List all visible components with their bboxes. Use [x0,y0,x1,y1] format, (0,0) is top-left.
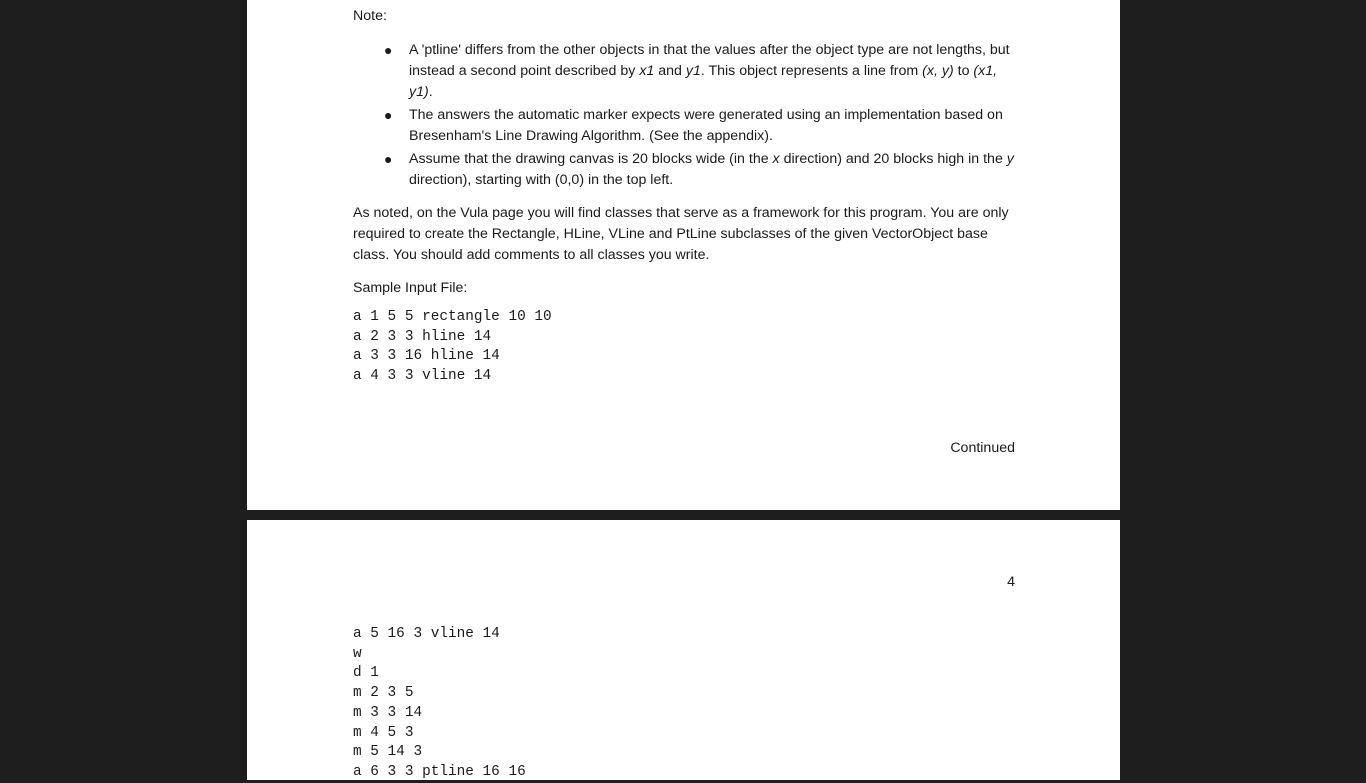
sample-input-label: Sample Input File: [353,280,468,296]
page-content [353,6,1017,387]
code-line: m 3 3 14 [353,704,423,721]
document-page-4 [247,520,1120,780]
bullet-icon: ● [384,151,393,167]
note-item-ptline: ● A 'ptline' differs from the other objects in that the values after the object type are not lengths, but instead a second point described by x1 and y1. This object represents a line from (x, y) to (x1, y1). [384,42,1010,100]
note-item-canvas: ● Assume that the drawing canvas is 20 blocks wide (in the x direction) and 20 blocks high in the y direction), starting with (0,0) in the top left. [384,151,1014,188]
note-label: Note: [353,8,387,24]
notes-list [353,40,1017,191]
framework-paragraph: As noted, on the Vula page you will find classes that serve as a framework for this program. You are only required to create the Rectangle, HLine, VLine and PtLine subclasses of the given VectorObject base class. You should add comments to all classes you write. [353,205,1009,263]
note-item-bresenham: ● The answers the automatic marker expects were generated using an implementation based on Bresenham's Line Drawing Algorithm. (See the appendix). [384,107,1003,144]
sample-input-code-continued [353,625,1017,783]
sample-input-code [353,308,1017,387]
code-line: m 4 5 3 [353,724,414,741]
code-line: a 4 3 3 vline 14 [353,368,492,385]
page-number: 4 [1007,574,1015,590]
code-line: a 3 3 16 hline 14 [353,348,500,365]
code-line: a 2 3 3 hline 14 [353,328,492,345]
code-line: m 2 3 5 [353,685,414,702]
document-page-3 [247,0,1120,510]
page-content [353,625,1017,783]
continued-label: Continued [950,440,1015,456]
code-line: a 5 16 3 vline 14 [353,626,500,642]
code-line: d 1 [353,665,379,682]
bullet-icon: ● [384,42,393,58]
code-line: a 1 5 5 rectangle 10 10 [353,309,552,325]
bullet-icon: ● [384,107,393,123]
code-line: m 5 14 3 [353,744,423,761]
code-line: a 6 3 3 ptline 16 16 [353,763,526,780]
code-line: w [353,645,362,662]
